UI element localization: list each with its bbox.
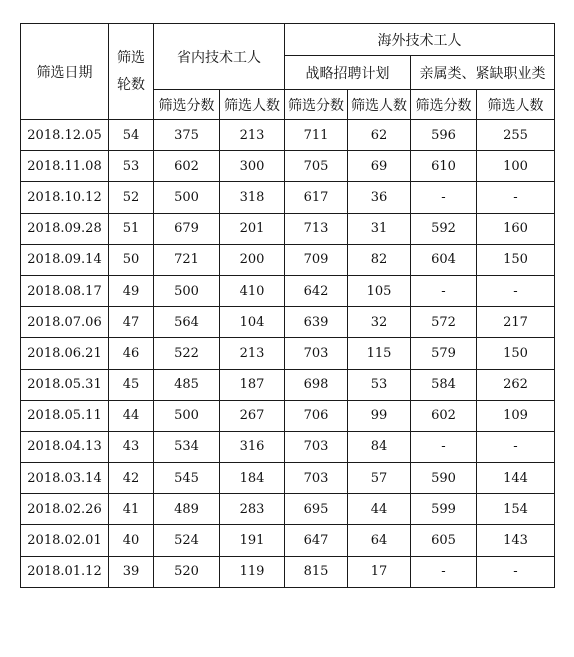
table-row: [21, 338, 555, 369]
strategic-score-cell: 698: [285, 369, 348, 400]
strategic-score-cell: 703: [285, 463, 348, 494]
relatives-count-cell: -: [477, 182, 555, 213]
strategic-count-cell: 64: [348, 525, 411, 556]
domestic-score-cell: 679: [154, 213, 220, 244]
domestic-score-cell: 602: [154, 151, 220, 182]
relatives-count-cell: 100: [477, 151, 555, 182]
header-row-1: [21, 24, 555, 56]
domestic-score-cell: 500: [154, 400, 220, 431]
domestic-count-cell: 316: [220, 431, 285, 462]
domestic-score-cell: 522: [154, 338, 220, 369]
date-cell: 2018.11.08: [21, 151, 109, 182]
domestic-score-cell: 545: [154, 463, 220, 494]
domestic-count-cell: 267: [220, 400, 285, 431]
strategic-count-cell: 57: [348, 463, 411, 494]
relatives-score-cell: 602: [411, 400, 477, 431]
overseas-skilled-header: 海外技术工人: [285, 24, 555, 56]
relatives-score-cell: 579: [411, 338, 477, 369]
strategic-count-cell: 36: [348, 182, 411, 213]
strategic-count-cell: 105: [348, 275, 411, 306]
domestic-score-cell: 485: [154, 369, 220, 400]
relatives-count-header: 筛选人数: [477, 90, 555, 120]
table-row: [21, 182, 555, 213]
date-cell: 2018.09.14: [21, 244, 109, 275]
strategic-count-cell: 69: [348, 151, 411, 182]
round-header: [109, 24, 154, 120]
date-cell: 2018.04.13: [21, 431, 109, 462]
round-cell: 53: [109, 151, 154, 182]
domestic-score-cell: 500: [154, 182, 220, 213]
domestic-score-cell: 524: [154, 525, 220, 556]
date-cell: 2018.12.05: [21, 120, 109, 151]
domestic-count-cell: 200: [220, 244, 285, 275]
relatives-score-cell: -: [411, 431, 477, 462]
table-row: [21, 369, 555, 400]
strategic-count-header: 筛选人数: [348, 90, 411, 120]
domestic-count-cell: 201: [220, 213, 285, 244]
strategic-count-cell: 17: [348, 556, 411, 587]
relatives-score-header: 筛选分数: [411, 90, 477, 120]
relatives-count-cell: 150: [477, 244, 555, 275]
round-cell: 44: [109, 400, 154, 431]
round-header-line2: 轮数: [117, 76, 145, 93]
round-cell: 41: [109, 494, 154, 525]
strategic-count-cell: 53: [348, 369, 411, 400]
round-cell: 42: [109, 463, 154, 494]
domestic-score-header: 筛选分数: [154, 90, 220, 120]
strategic-score-cell: 711: [285, 120, 348, 151]
strategic-score-cell: 815: [285, 556, 348, 587]
relatives-count-cell: 109: [477, 400, 555, 431]
relatives-shortage-header: 亲属类、紧缺职业类: [411, 56, 555, 90]
relatives-score-cell: -: [411, 182, 477, 213]
date-cell: 2018.09.28: [21, 213, 109, 244]
strategic-score-cell: 617: [285, 182, 348, 213]
relatives-count-cell: -: [477, 556, 555, 587]
strategic-count-cell: 82: [348, 244, 411, 275]
round-cell: 39: [109, 556, 154, 587]
strategic-count-cell: 115: [348, 338, 411, 369]
strategic-score-cell: 642: [285, 275, 348, 306]
domestic-score-cell: 721: [154, 244, 220, 275]
table-row: [21, 151, 555, 182]
relatives-score-cell: 572: [411, 307, 477, 338]
relatives-score-cell: 596: [411, 120, 477, 151]
relatives-score-cell: 584: [411, 369, 477, 400]
table-row: [21, 431, 555, 462]
strategic-count-cell: 31: [348, 213, 411, 244]
domestic-count-cell: 191: [220, 525, 285, 556]
domestic-score-cell: 520: [154, 556, 220, 587]
round-cell: 40: [109, 525, 154, 556]
strategic-score-cell: 706: [285, 400, 348, 431]
relatives-count-cell: 160: [477, 213, 555, 244]
round-cell: 49: [109, 275, 154, 306]
table-row: [21, 213, 555, 244]
domestic-count-cell: 318: [220, 182, 285, 213]
relatives-score-cell: -: [411, 556, 477, 587]
domestic-score-cell: 489: [154, 494, 220, 525]
relatives-count-cell: 217: [477, 307, 555, 338]
domestic-count-cell: 184: [220, 463, 285, 494]
relatives-score-cell: 592: [411, 213, 477, 244]
round-cell: 50: [109, 244, 154, 275]
strategic-count-cell: 62: [348, 120, 411, 151]
strategic-score-cell: 703: [285, 338, 348, 369]
relatives-score-cell: 599: [411, 494, 477, 525]
screening-table-container: [20, 23, 554, 588]
relatives-count-cell: 262: [477, 369, 555, 400]
relatives-count-cell: 150: [477, 338, 555, 369]
relatives-count-cell: -: [477, 275, 555, 306]
round-cell: 45: [109, 369, 154, 400]
table-row: [21, 275, 555, 306]
date-cell: 2018.03.14: [21, 463, 109, 494]
screening-results-table: [20, 23, 555, 588]
strategic-score-cell: 639: [285, 307, 348, 338]
date-cell: 2018.08.17: [21, 275, 109, 306]
date-cell: 2018.07.06: [21, 307, 109, 338]
strategic-score-header: 筛选分数: [285, 90, 348, 120]
strategic-score-cell: 705: [285, 151, 348, 182]
relatives-score-cell: 610: [411, 151, 477, 182]
strategic-count-cell: 44: [348, 494, 411, 525]
domestic-score-cell: 500: [154, 275, 220, 306]
table-body: [21, 120, 555, 588]
round-cell: 43: [109, 431, 154, 462]
domestic-count-cell: 104: [220, 307, 285, 338]
strategic-recruitment-header: 战略招聘计划: [285, 56, 411, 90]
relatives-count-cell: 255: [477, 120, 555, 151]
strategic-score-cell: 647: [285, 525, 348, 556]
strategic-count-cell: 99: [348, 400, 411, 431]
date-cell: 2018.01.12: [21, 556, 109, 587]
table-row: [21, 494, 555, 525]
domestic-count-cell: 213: [220, 120, 285, 151]
strategic-score-cell: 709: [285, 244, 348, 275]
round-cell: 54: [109, 120, 154, 151]
round-cell: 52: [109, 182, 154, 213]
domestic-count-cell: 410: [220, 275, 285, 306]
relatives-score-cell: 605: [411, 525, 477, 556]
strategic-score-cell: 713: [285, 213, 348, 244]
date-cell: 2018.05.11: [21, 400, 109, 431]
date-cell: 2018.02.01: [21, 525, 109, 556]
round-header-line1: 筛选: [117, 49, 145, 66]
domestic-count-cell: 300: [220, 151, 285, 182]
relatives-count-cell: -: [477, 431, 555, 462]
domestic-count-cell: 187: [220, 369, 285, 400]
strategic-score-cell: 695: [285, 494, 348, 525]
strategic-count-cell: 32: [348, 307, 411, 338]
relatives-score-cell: 604: [411, 244, 477, 275]
strategic-count-cell: 84: [348, 431, 411, 462]
domestic-score-cell: 375: [154, 120, 220, 151]
table-row: [21, 244, 555, 275]
date-cell: 2018.10.12: [21, 182, 109, 213]
date-cell: 2018.02.26: [21, 494, 109, 525]
round-cell: 47: [109, 307, 154, 338]
round-cell: 46: [109, 338, 154, 369]
table-row: [21, 525, 555, 556]
table-row: [21, 120, 555, 151]
table-row: [21, 307, 555, 338]
table-row: [21, 400, 555, 431]
domestic-skilled-header: 省内技术工人: [154, 24, 285, 90]
date-cell: 2018.06.21: [21, 338, 109, 369]
table-row: [21, 556, 555, 587]
relatives-count-cell: 154: [477, 494, 555, 525]
date-cell: 2018.05.31: [21, 369, 109, 400]
domestic-count-cell: 283: [220, 494, 285, 525]
strategic-score-cell: 703: [285, 431, 348, 462]
domestic-score-cell: 564: [154, 307, 220, 338]
relatives-score-cell: 590: [411, 463, 477, 494]
domestic-score-cell: 534: [154, 431, 220, 462]
domestic-count-cell: 213: [220, 338, 285, 369]
table-row: [21, 463, 555, 494]
relatives-count-cell: 143: [477, 525, 555, 556]
relatives-score-cell: -: [411, 275, 477, 306]
relatives-count-cell: 144: [477, 463, 555, 494]
date-header: 筛选日期: [21, 24, 109, 120]
domestic-count-header: 筛选人数: [220, 90, 285, 120]
round-cell: 51: [109, 213, 154, 244]
domestic-count-cell: 119: [220, 556, 285, 587]
